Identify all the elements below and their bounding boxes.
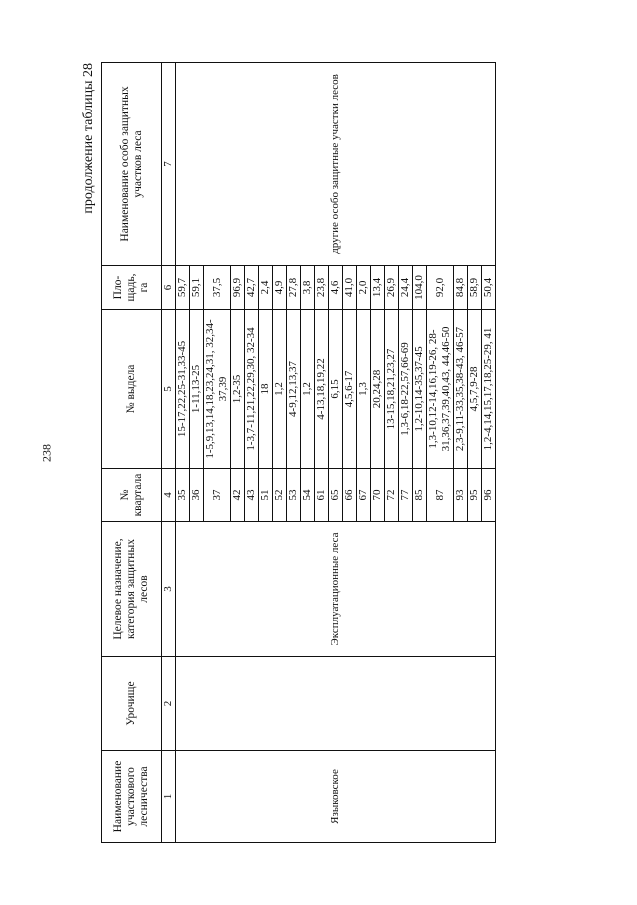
- area-cell: 104,0: [413, 266, 427, 310]
- area-cell: 92,0: [427, 266, 454, 310]
- rotated-table-area: [81, 63, 621, 843]
- area-cell: 50,4: [482, 266, 496, 310]
- kvartal-cell: 35: [176, 469, 190, 522]
- kvartal-cell: 77: [399, 469, 413, 522]
- ozu-cell: другие особо защитные участки лесов: [176, 63, 496, 266]
- area-cell: 42,7: [245, 266, 259, 310]
- vydel-cell: 1,3-6,18-22,57,66-69: [399, 310, 413, 469]
- vydel-cell: 1,3: [357, 310, 371, 469]
- area-cell: 23,8: [315, 266, 329, 310]
- area-cell: 37,5: [204, 266, 231, 310]
- area-cell: 96,9: [231, 266, 245, 310]
- column-number: 6: [162, 266, 176, 310]
- area-cell: 24,4: [399, 266, 413, 310]
- vydel-cell: 1,3-10,12-14,16,19-26, 28-31,36,37,39,40,43, 44,46-50: [427, 310, 454, 469]
- header-kvartal: № квартала: [102, 469, 162, 522]
- kvartal-cell: 43: [245, 469, 259, 522]
- vydel-cell: 1-5,9,13,14,18,23,24,31, 32,34-37,39: [204, 310, 231, 469]
- area-cell: 59,1: [190, 266, 204, 310]
- header-area: Пло-щадь, га: [102, 266, 162, 310]
- area-cell: 84,8: [454, 266, 468, 310]
- kvartal-cell: 36: [190, 469, 204, 522]
- kvartal-cell: 54: [301, 469, 315, 522]
- column-number: 1: [162, 751, 176, 843]
- kvartal-cell: 61: [315, 469, 329, 522]
- kvartal-cell: 52: [273, 469, 287, 522]
- header-vydel: № выдела: [102, 310, 162, 469]
- kvartal-cell: 53: [287, 469, 301, 522]
- area-cell: 4,6: [329, 266, 343, 310]
- area-cell: 13,4: [371, 266, 385, 310]
- column-number: 5: [162, 310, 176, 469]
- vydel-cell: 4,5,6-17: [343, 310, 357, 469]
- vydel-cell: 1-3,7-11,21,22,29,30, 32-34: [245, 310, 259, 469]
- kvartal-cell: 87: [427, 469, 454, 522]
- header-lesnichestvo: Наименование участкового лесничества: [102, 751, 162, 843]
- kvartal-cell: 37: [204, 469, 231, 522]
- vydel-cell: 6,15: [329, 310, 343, 469]
- area-cell: 3,8: [301, 266, 315, 310]
- header-ozu: Наименование особо защитных участков леса: [102, 63, 162, 266]
- column-number: 2: [162, 657, 176, 751]
- area-cell: 2,4: [259, 266, 273, 310]
- vydel-cell: 18: [259, 310, 273, 469]
- vydel-cell: 1,2-10,14-35,37-45: [413, 310, 427, 469]
- column-number: 3: [162, 522, 176, 657]
- header-purpose: Целевое назначение, категория защитных лесов: [102, 522, 162, 657]
- kvartal-cell: 93: [454, 469, 468, 522]
- header-urochishche: Урочище: [102, 657, 162, 751]
- area-cell: 2,0: [357, 266, 371, 310]
- area-cell: 58,9: [468, 266, 482, 310]
- area-cell: 26,9: [385, 266, 399, 310]
- vydel-cell: 4,5,7,9-28: [468, 310, 482, 469]
- area-cell: 4,9: [273, 266, 287, 310]
- kvartal-cell: 72: [385, 469, 399, 522]
- lesnichestvo-cell: Языковское: [176, 751, 496, 843]
- area-cell: 59,7: [176, 266, 190, 310]
- kvartal-cell: 42: [231, 469, 245, 522]
- vydel-cell: 15-17,22,25-31,33-45: [176, 310, 190, 469]
- column-number: 4: [162, 469, 176, 522]
- vydel-cell: 1,2-4,14,15,17,18,25-29, 41: [482, 310, 496, 469]
- kvartal-cell: 65: [329, 469, 343, 522]
- table-caption: продолжение таблицы 28: [81, 63, 96, 214]
- vydel-cell: 13-15,18,21,23,27: [385, 310, 399, 469]
- urochishche-cell: [176, 657, 496, 751]
- area-cell: 27,8: [287, 266, 301, 310]
- vydel-cell: 4-13,18,19,22: [315, 310, 329, 469]
- vydel-cell: 1,2-35: [231, 310, 245, 469]
- purpose-cell: Эксплуатационные леса: [176, 522, 496, 657]
- kvartal-cell: 95: [468, 469, 482, 522]
- vydel-cell: 1-11,13-25: [190, 310, 204, 469]
- vydel-cell: 1,2: [301, 310, 315, 469]
- area-cell: 41,0: [343, 266, 357, 310]
- forest-table: [101, 62, 496, 843]
- vydel-cell: 4-9,12,13,37: [287, 310, 301, 469]
- kvartal-cell: 66: [343, 469, 357, 522]
- kvartal-cell: 67: [357, 469, 371, 522]
- kvartal-cell: 70: [371, 469, 385, 522]
- vydel-cell: 20,24,28: [371, 310, 385, 469]
- vydel-cell: 1,2: [273, 310, 287, 469]
- page-number: 238: [39, 444, 54, 462]
- kvartal-cell: 96: [482, 469, 496, 522]
- vydel-cell: 2,3-9,11-33,35,38-43, 46-57: [454, 310, 468, 469]
- kvartal-cell: 85: [413, 469, 427, 522]
- kvartal-cell: 51: [259, 469, 273, 522]
- column-number: 7: [162, 63, 176, 266]
